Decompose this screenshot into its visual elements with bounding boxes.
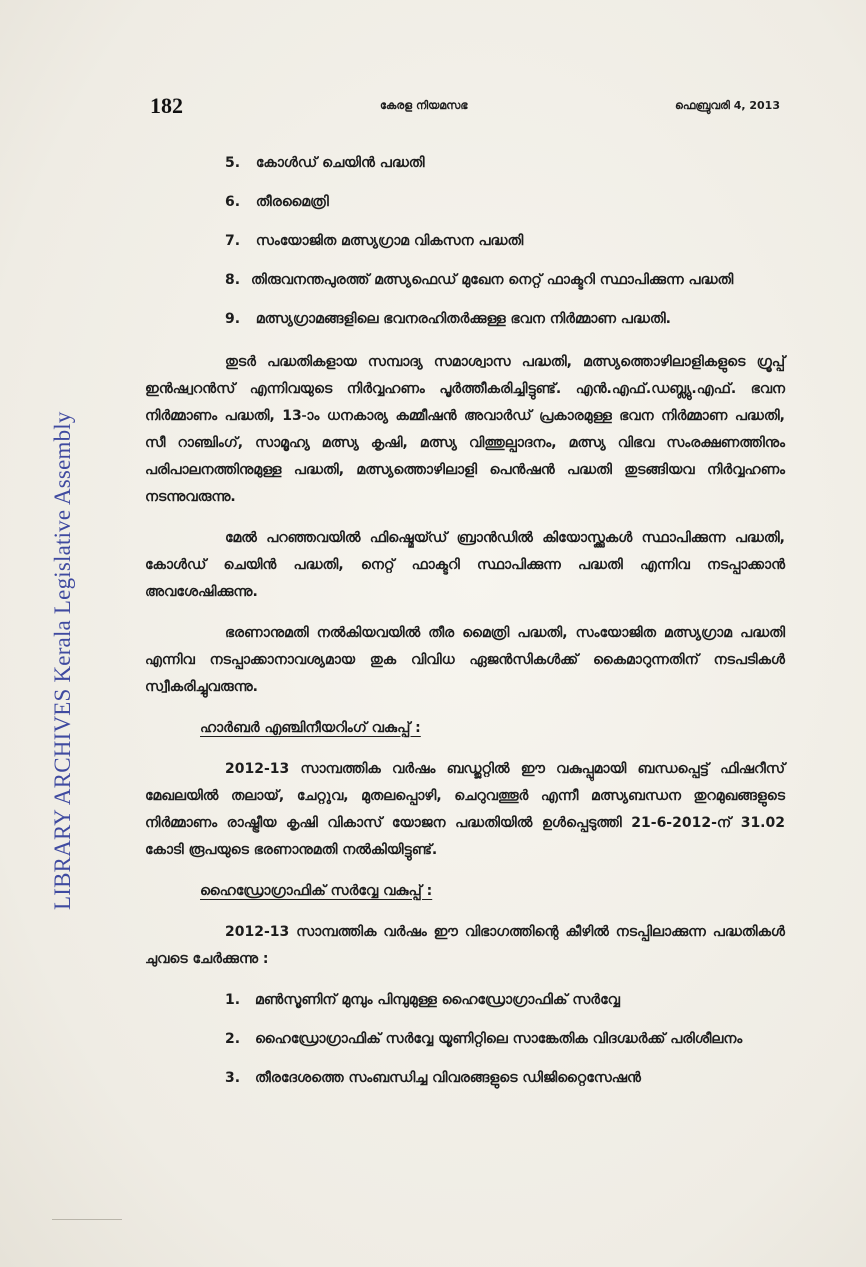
list-item-number: 6. bbox=[225, 194, 241, 210]
list-item bbox=[145, 306, 785, 333]
library-archives-watermark: LIBRARY ARCHIVES Kerala Legislative Assembly bbox=[50, 411, 75, 910]
list-item-text: കോൾഡ് ചെയിൻ പദ്ധതി bbox=[255, 155, 425, 171]
list-item-text: സംയോജിത മത്സ്യഗ്രാമ വികസന പദ്ധതി bbox=[255, 233, 524, 249]
list-item bbox=[145, 189, 785, 216]
paragraph-pending-schemes: മേൽ പറഞ്ഞവയിൽ ഫിഷ്മെയ്ഡ് ബ്രാൻഡിൽ കിയോസ്ക്കുകൾ സ്ഥാപിക്കുന്ന പദ്ധതി, കോൾഡ് ചെയിൻ പദ്ധതി, നെറ്റ് ഫാക്ടറി സ്ഥാപിക്കുന്ന പദ്ധതി എന്നിവ നടപ്പാക്കാൻ അവശേഷിക്കുന്നു. bbox=[145, 530, 785, 600]
list-item bbox=[145, 150, 785, 177]
list-item-text: മൺസൂണിന് മുമ്പും പിമ്പുമുള്ള ഹൈഡ്രോഗ്രാഫിക് സർവ്വേ bbox=[255, 992, 620, 1008]
list-item bbox=[145, 267, 785, 294]
document-body bbox=[145, 150, 785, 1104]
list-item-number: 8. bbox=[225, 272, 241, 288]
page-header bbox=[150, 95, 780, 121]
scan-edge-mark bbox=[52, 1219, 122, 1220]
list-item-number: 3. bbox=[225, 1070, 241, 1086]
list-item-text: മത്സ്യഗ്രാമങ്ങളിലെ ഭവനരഹിതർക്കുള്ള ഭവന നിർമ്മാണ പദ്ധതി. bbox=[255, 311, 671, 327]
page-number: 182 bbox=[150, 93, 183, 118]
list-item-number: 7. bbox=[225, 233, 241, 249]
list-item bbox=[225, 987, 785, 1014]
list-item-number: 5. bbox=[225, 155, 241, 171]
section-heading-hydrographic-survey: ഹൈഡ്രോഗ്രാഫിക് സർവ്വേ വകുപ്പ് : bbox=[200, 883, 433, 899]
list-item-text: തിരുവനന്തപുരത്ത് മത്സ്യഫെഡ് മുഖേന നെറ്റ് ഫാക്ടറി സ്ഥാപിക്കുന്ന പദ്ധതി bbox=[251, 272, 734, 288]
section-heading-harbour-engineering: ഹാർബർ എഞ്ചിനീയറിംഗ് വകുപ്പ് : bbox=[200, 720, 421, 736]
hydrographic-schemes-list bbox=[145, 987, 785, 1092]
list-item-number: 9. bbox=[225, 311, 241, 327]
list-item-number: 2. bbox=[225, 1031, 241, 1047]
list-item-number: 1. bbox=[225, 992, 241, 1008]
list-item bbox=[225, 1065, 785, 1092]
list-item-text: തീരമൈത്രി bbox=[255, 194, 329, 210]
running-title: കേരള നിയമസഭ bbox=[380, 99, 468, 112]
list-item bbox=[225, 1026, 785, 1053]
paragraph-harbour-engineering: 2012-13 സാമ്പത്തിക വർഷം ബഡ്ജറ്റിൽ ഈ വകുപ്പുമായി ബന്ധപ്പെട്ട് ഫിഷറീസ് മേഖലയിൽ തലായ്, ചേറ്റുവ, മുതലപ്പൊഴി, ചെറുവത്തൂർ എന്നീ മത്സ്യബന്ധന തുറമുഖങ്ങളുടെ നിർമ്മാണം രാഷ്ട്രീയ കൃഷി വികാസ് യോജന പദ്ധതിയിൽ ഉൾപ്പെടുത്തി 21-6-2012-ന് 31.02 കോടി രൂപയുടെ ഭരണാനുമതി നൽകിയിട്ടുണ്ട്. bbox=[145, 761, 785, 858]
paragraph-ongoing-schemes: തുടർ പദ്ധതികളായ സമ്പാദ്യ സമാശ്വാസ പദ്ധതി, മത്സ്യത്തൊഴിലാളികളുടെ ഗ്രൂപ്പ് ഇൻഷ്വറൻസ് എന്നിവയുടെ നിർവ്വഹണം പൂർത്തീകരിച്ചിട്ടുണ്ട്. എൻ.എഫ്.ഡബ്ല്യു.എഫ്. ഭവന നിർമ്മാണം പദ്ധതി, 13-ാം ധനകാര്യ കമ്മീഷൻ അവാർഡ് പ്രകാരമുള്ള ഭവന നിർമ്മാണ പദ്ധതി, സീ റാഞ്ചിംഗ്, സാമൂഹ്യ മത്സ്യ കൃഷി, മത്സ്യ വിത്തുല്പാദനം, മത്സ്യ വിഭവ സംരക്ഷണത്തിനും പരിപാലനത്തിനുമുള്ള പദ്ധതി, മത്സ്യത്തൊഴിലാളി പെൻഷൻ പദ്ധതി തുടങ്ങിയവ നിർവ്വഹണം നടന്നുവരുന്നു. bbox=[145, 354, 785, 505]
paragraph-sanctioned-schemes: ഭരണാനുമതി നൽകിയവയിൽ തീര മൈത്രി പദ്ധതി, സംയോജിത മത്സ്യഗ്രാമ പദ്ധതി എന്നിവ നടപ്പാക്കാനാവശ്യമായ തുക വിവിധ ഏജൻസികൾക്ക് കൈമാറുന്നതിന് നടപടികൾ സ്വീകരിച്ചുവരുന്നു. bbox=[145, 625, 785, 695]
paragraph-hydrographic-survey: 2012-13 സാമ്പത്തിക വർഷം ഈ വിഭാഗത്തിന്റെ കീഴിൽ നടപ്പിലാക്കുന്ന പദ്ധതികൾ ചുവടെ ചേർക്കുന്നു : bbox=[145, 924, 785, 967]
list-item-text: തീരദേശത്തെ സംബന്ധിച്ച വിവരങ്ങളുടെ ഡിജിറ്റൈസേഷൻ bbox=[255, 1070, 641, 1086]
list-item bbox=[145, 228, 785, 255]
header-date: ഫെബ്രുവരി 4, 2013 bbox=[674, 99, 780, 112]
list-item-text: ഹൈഡ്രോഗ്രാഫിക് സർവ്വേ യൂണിറ്റിലെ സാങ്കേതിക വിദഗ്ദ്ധർക്ക് പരിശീലനം bbox=[255, 1031, 743, 1047]
